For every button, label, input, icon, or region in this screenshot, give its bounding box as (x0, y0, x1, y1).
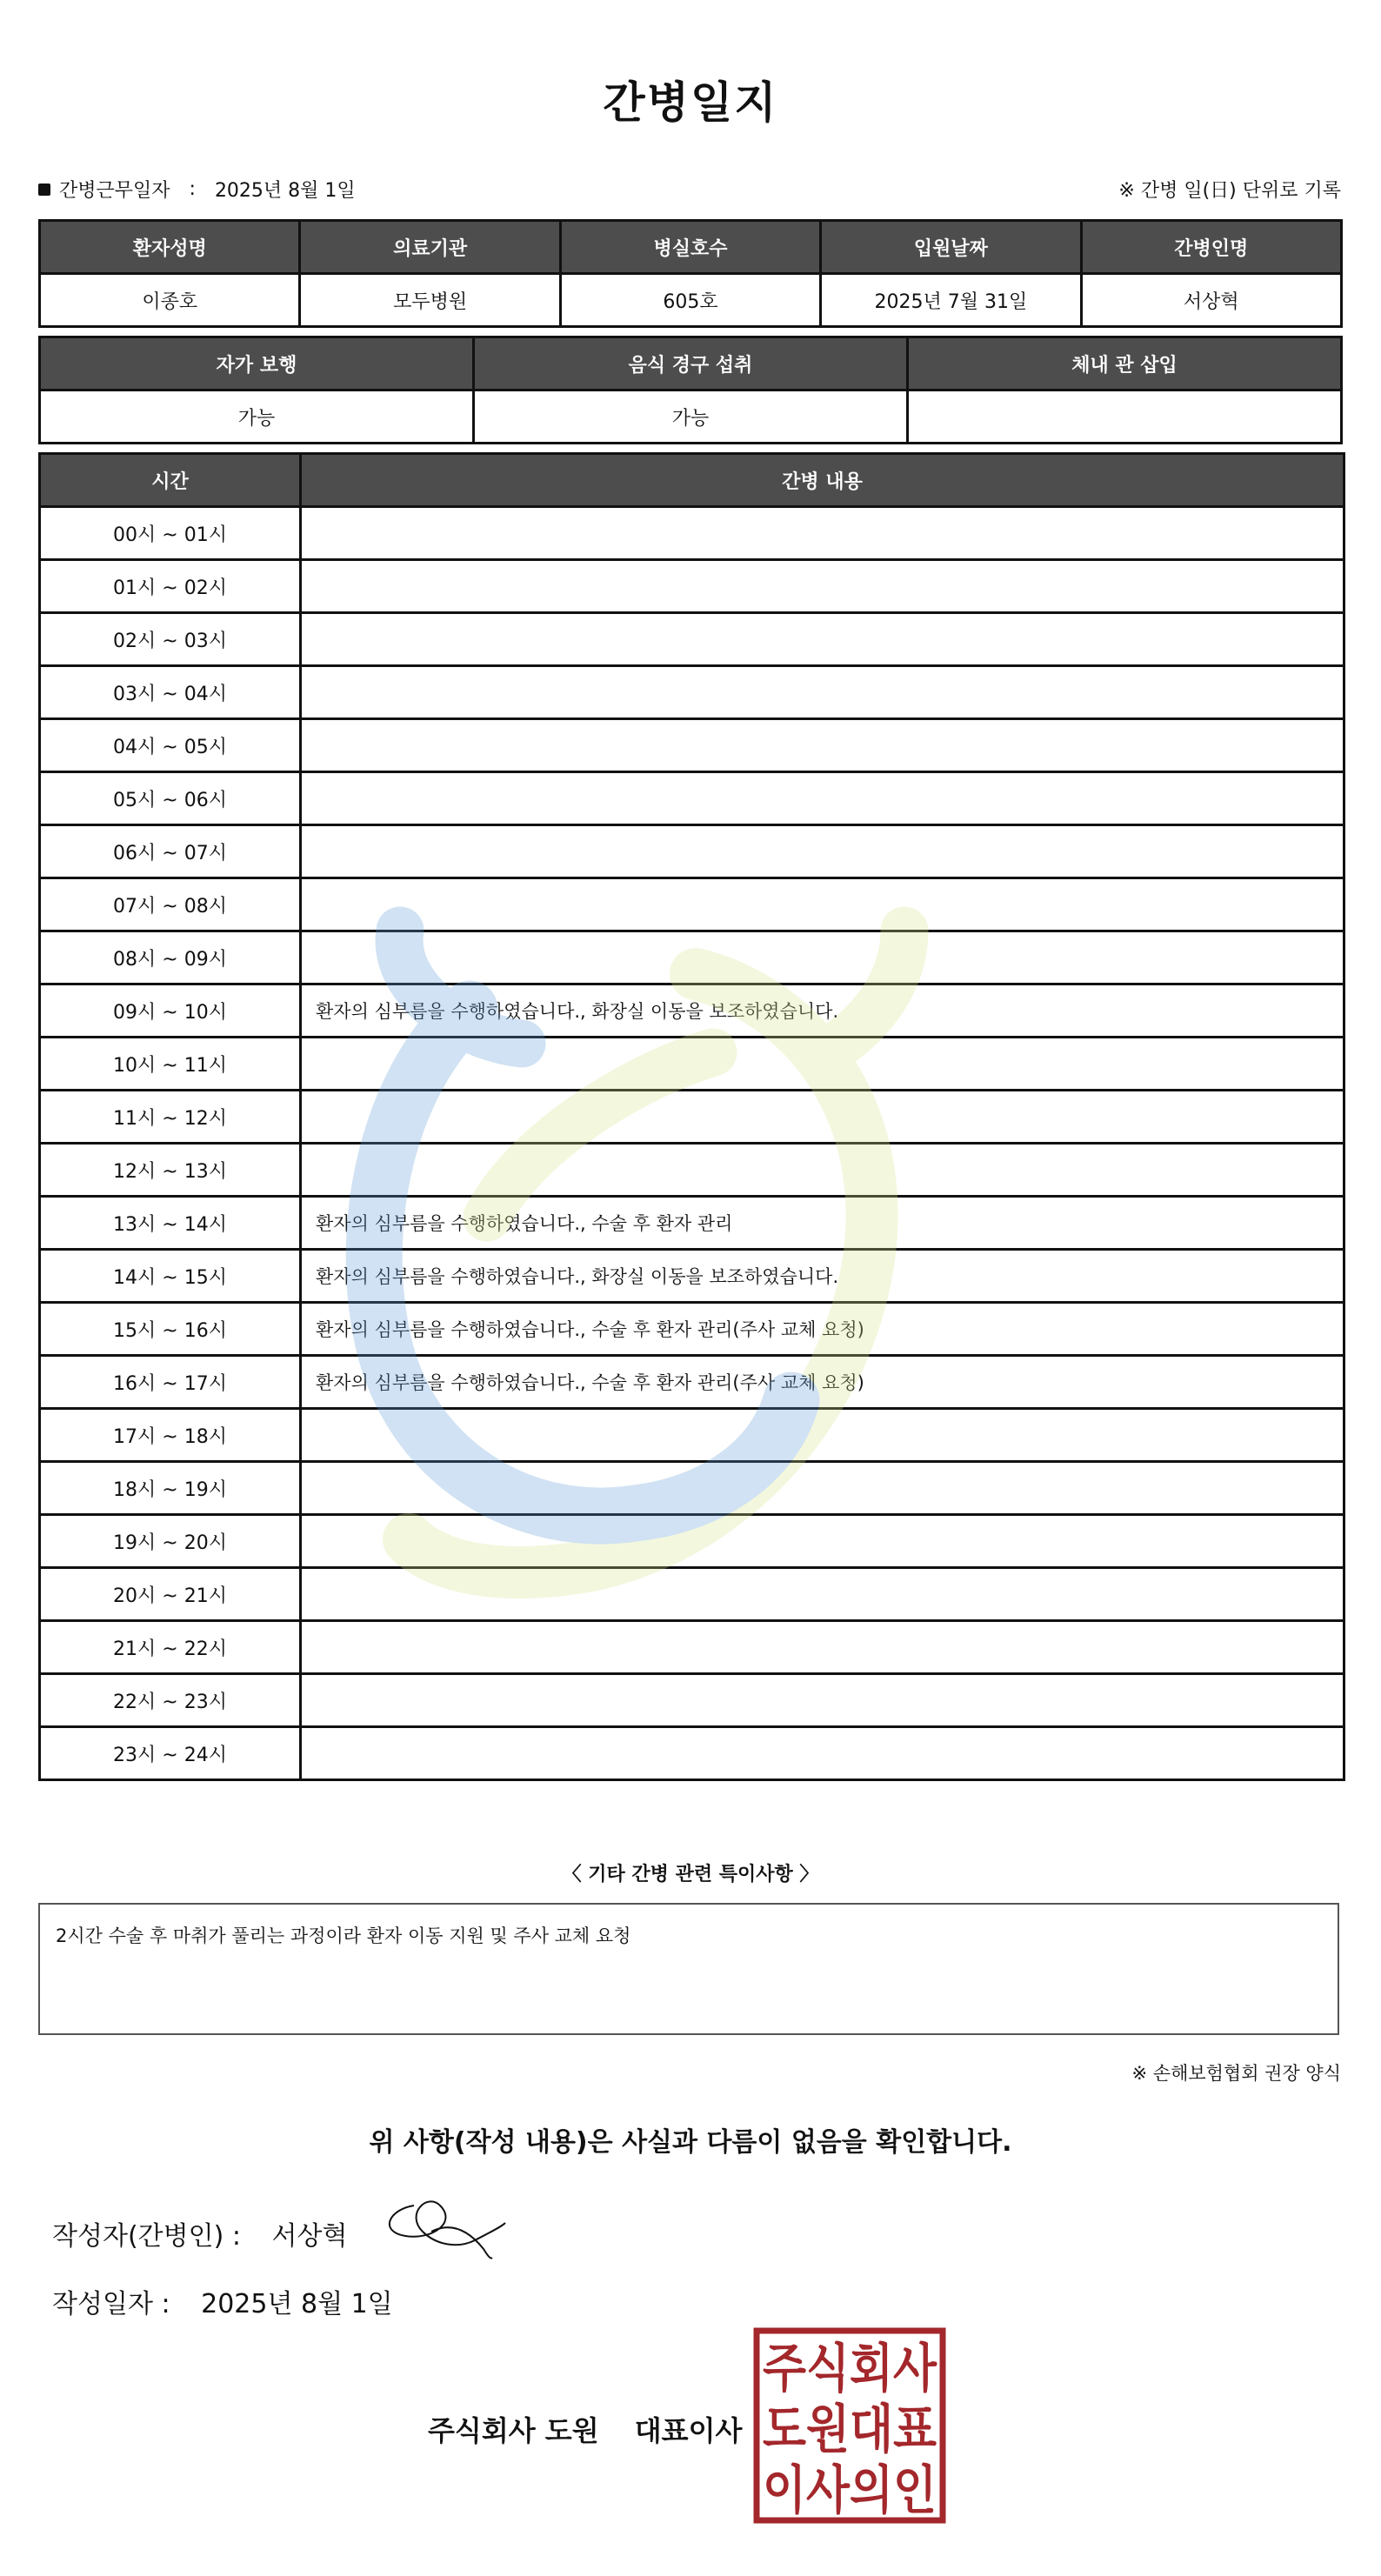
care-log-row (40, 772, 1344, 825)
written-date-label: 작성일자 : (52, 2289, 170, 2319)
care-content-cell: 환자의 심부름을 수행하였습니다., 수술 후 환자 관리(주사 교체 요청) (301, 1356, 1344, 1409)
care-log-row (40, 1727, 1344, 1780)
care-content-cell: 환자의 심부름을 수행하였습니다., 수술 후 환자 관리 (301, 1197, 1344, 1250)
time-cell: 09시 ~ 10시 (40, 984, 301, 1038)
remarks-text: 2시간 수술 후 마취가 풀리는 과정이라 환자 이동 지원 및 주사 교체 요청 (56, 1925, 631, 1946)
seal-text-line: 도원대표 (763, 2399, 937, 2460)
patient-status-table (38, 336, 1343, 444)
writer-line (52, 2214, 347, 2252)
remarks-title: 〈 기타 간병 관련 특이사항 〉 (562, 1864, 819, 1885)
caregiver-name-value: 서상혁 (1081, 274, 1341, 327)
care-log-row (40, 613, 1344, 666)
seal-text-line: 주식회사 (763, 2339, 937, 2399)
time-cell: 05시 ~ 06시 (40, 772, 301, 825)
written-date-line (52, 2282, 393, 2320)
room-header: 병실호수 (560, 221, 820, 274)
time-cell: 12시 ~ 13시 (40, 1144, 301, 1197)
time-cell: 19시 ~ 20시 (40, 1515, 301, 1568)
page-title: 간병일지 (603, 77, 778, 128)
watermark-logo (261, 904, 1044, 1652)
time-cell: 04시 ~ 05시 (40, 719, 301, 772)
care-content-cell: 환자의 심부름을 수행하였습니다., 수술 후 환자 관리(주사 교체 요청) (301, 1303, 1344, 1356)
time-cell: 23시 ~ 24시 (40, 1727, 301, 1780)
care-content-cell (301, 666, 1344, 719)
care-log-row (40, 719, 1344, 772)
time-cell: 06시 ~ 07시 (40, 825, 301, 878)
remarks-box (38, 1903, 1339, 2035)
patient-info-header-row (40, 221, 1342, 274)
caregiver-name-header: 간병인명 (1081, 221, 1341, 274)
company-representative: 대표이사 (634, 2414, 743, 2447)
care-log-row (40, 825, 1344, 878)
time-cell: 08시 ~ 09시 (40, 931, 301, 984)
watermark-yellow-top (826, 931, 904, 1052)
room-value: 605호 (560, 274, 820, 327)
care-content-cell (301, 507, 1344, 560)
unit-note: ※ 간병 일(日) 단위로 기록 (1118, 180, 1341, 202)
time-cell: 16시 ~ 17시 (40, 1356, 301, 1409)
care-log-header-row (40, 454, 1344, 507)
time-cell: 15시 ~ 16시 (40, 1303, 301, 1356)
time-cell: 03시 ~ 04시 (40, 666, 301, 719)
care-log-row (40, 560, 1344, 613)
care-content-cell (301, 825, 1344, 878)
patient-info-table (38, 219, 1343, 328)
work-date-label: 간병근무일자 (59, 180, 170, 202)
tube-insertion-value (908, 390, 1342, 444)
confirm-statement: 위 사항(작성 내용)은 사실과 다름이 없음을 확인합니다. (369, 2127, 1012, 2158)
walking-value: 가능 (40, 390, 474, 444)
patient-name-header: 환자성명 (40, 221, 300, 274)
walking-header: 자가 보행 (40, 337, 474, 390)
writer-label: 작성자(간병인) : (52, 2221, 241, 2252)
time-header: 시간 (40, 454, 301, 507)
watermark-yellow-stroke (487, 1052, 713, 1218)
seal-text-line: 이사의인 (763, 2460, 937, 2521)
care-content-cell (301, 1674, 1344, 1727)
time-cell: 22시 ~ 23시 (40, 1674, 301, 1727)
time-cell: 13시 ~ 14시 (40, 1197, 301, 1250)
time-cell: 20시 ~ 21시 (40, 1568, 301, 1621)
recommend-note: ※ 손해보험협회 권장 양식 (1131, 2063, 1341, 2084)
company-seal-icon (753, 2327, 946, 2524)
signature-icon (379, 2188, 510, 2266)
care-content-cell: 환자의 심부름을 수행하였습니다., 화장실 이동을 보조하였습니다. (301, 984, 1344, 1038)
oral-intake-value: 가능 (474, 390, 908, 444)
admission-date-value: 2025년 7월 31일 (821, 274, 1081, 327)
time-cell: 02시 ~ 03시 (40, 613, 301, 666)
care-log-row (40, 507, 1344, 560)
care-log-row (40, 666, 1344, 719)
time-cell: 14시 ~ 15시 (40, 1250, 301, 1303)
care-content-cell: 환자의 심부름을 수행하였습니다., 화장실 이동을 보조하였습니다. (301, 1250, 1344, 1303)
care-content-cell (301, 1727, 1344, 1780)
work-date-line (38, 176, 356, 203)
bullet-square-icon (38, 184, 50, 196)
work-date-separator: : (189, 178, 196, 200)
patient-name-value: 이종호 (40, 274, 300, 327)
time-cell: 11시 ~ 12시 (40, 1091, 301, 1144)
work-date-value: 2025년 8월 1일 (214, 180, 356, 202)
company-name: 주식회사 도원 (428, 2414, 599, 2447)
care-content-cell (301, 772, 1344, 825)
patient-status-header-row (40, 337, 1342, 390)
patient-status-value-row (40, 390, 1342, 444)
written-date-value: 2025년 8월 1일 (201, 2289, 393, 2319)
care-content-header: 간병 내용 (301, 454, 1344, 507)
writer-name: 서상혁 (271, 2221, 348, 2252)
time-cell: 18시 ~ 19시 (40, 1462, 301, 1515)
care-content-cell (301, 613, 1344, 666)
hospital-value: 모두병원 (300, 274, 560, 327)
care-content-cell (301, 719, 1344, 772)
time-cell: 10시 ~ 11시 (40, 1038, 301, 1091)
patient-info-value-row (40, 274, 1342, 327)
time-cell: 00시 ~ 01시 (40, 507, 301, 560)
time-cell: 07시 ~ 08시 (40, 878, 301, 931)
watermark-blue-arc (374, 1009, 791, 1516)
care-log-row (40, 1674, 1344, 1727)
time-cell: 21시 ~ 22시 (40, 1621, 301, 1674)
admission-date-header: 입원날짜 (821, 221, 1081, 274)
oral-intake-header: 음식 경구 섭취 (474, 337, 908, 390)
time-cell: 17시 ~ 18시 (40, 1409, 301, 1462)
hospital-header: 의료기관 (300, 221, 560, 274)
company-line (428, 2409, 742, 2449)
care-content-cell (301, 560, 1344, 613)
time-cell: 01시 ~ 02시 (40, 560, 301, 613)
tube-insertion-header: 체내 관 삽입 (908, 337, 1342, 390)
